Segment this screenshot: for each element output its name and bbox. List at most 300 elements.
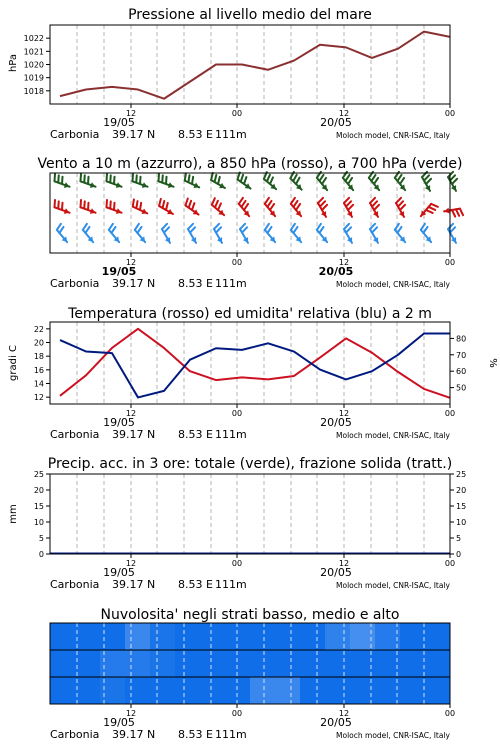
location-name: Carbonia [50, 128, 100, 141]
wind-barb-feather [136, 201, 137, 208]
temperature-time-axis [50, 404, 455, 441]
wind-barb [395, 172, 405, 190]
wind-barb-feather [448, 224, 453, 229]
location-alt: 111m [215, 428, 247, 441]
time-tick-label: 00 [231, 109, 243, 118]
wind-barb-feather [319, 175, 323, 181]
pressure-time-axis [50, 104, 455, 141]
location-name: Carbonia [50, 728, 100, 741]
wind-barb-feather [85, 227, 89, 233]
temperature-y-label: gradi C [8, 345, 19, 381]
wind-barb-feather [162, 175, 163, 182]
wind-barb-feather [320, 201, 325, 206]
cloud-cell [75, 650, 101, 677]
wind-barb [344, 198, 353, 217]
cloud-cell [175, 650, 201, 677]
cloud-cell [250, 677, 276, 704]
wind-barb-feather [240, 224, 245, 229]
pressure-y-ticks [24, 34, 50, 96]
time-tick-label: 00 [444, 109, 456, 118]
wind-barb-feather [215, 175, 217, 182]
wind-barb-feather [190, 227, 195, 232]
wind-barb-feather [162, 224, 167, 229]
wind-barb-feather [166, 203, 168, 210]
wind-barb-feather [84, 175, 85, 182]
wind-barb-feather [244, 177, 246, 184]
model-credit: Moloch model, CNR-ISAC, Italy [336, 131, 450, 140]
wind-barb [240, 224, 248, 243]
wind-barb-feather [80, 200, 81, 207]
wind-barb [106, 200, 121, 214]
precip-y-label: mm [8, 504, 19, 524]
wind-barb-feather [136, 175, 137, 182]
y-tick-label: 10 [456, 518, 467, 527]
temperature-y-ticks [34, 325, 50, 402]
wind-barb-feather [322, 178, 326, 184]
cloud-cell [275, 650, 301, 677]
wind-barb [135, 224, 145, 242]
wind-barb-feather [188, 224, 193, 229]
wind-panel [37, 156, 463, 290]
wind-barb-feather [267, 227, 271, 233]
wind-barb-feather [192, 203, 194, 210]
wind-barb-feather [218, 203, 221, 210]
wind-barb [162, 224, 170, 243]
time-tick-label: 12 [338, 409, 350, 418]
wind-barb-feather [344, 224, 349, 229]
wind-barb-feather [88, 177, 89, 184]
wind-barb [290, 172, 301, 190]
wind-barb-feather [188, 175, 189, 182]
y-tick-label: 20 [456, 486, 467, 495]
y-tick-label: 5 [456, 534, 462, 543]
cloud-time-axis [50, 704, 455, 741]
wind-barb [211, 173, 225, 188]
wind-barb [80, 200, 95, 214]
wind-barb [370, 198, 379, 217]
pressure-frame [50, 25, 450, 104]
wind-barb [109, 224, 119, 242]
y-tick-label: 0 [38, 550, 44, 559]
wind-barb [369, 172, 379, 190]
model-credit: Moloch model, CNR-ISAC, Italy [336, 731, 450, 740]
wind-barb-feather [132, 174, 133, 181]
wind-barb-feather [80, 174, 81, 181]
wind-barb-feather [396, 198, 401, 203]
wind-barb-feather [54, 174, 55, 181]
wind-barb-feather [424, 175, 429, 180]
y-tick-label: 20 [33, 486, 44, 495]
cloud-cell [300, 650, 326, 677]
cloud-cell [75, 677, 101, 704]
wind-barb [291, 224, 301, 242]
wind-barb [54, 174, 69, 188]
wind-barb-feather [242, 227, 247, 232]
wind-barb-feather [346, 201, 351, 206]
wind-barb [83, 224, 93, 242]
wind-barb [132, 174, 147, 188]
wind-barb [396, 198, 405, 217]
wind-barb [188, 224, 196, 243]
time-tick-label: 00 [231, 258, 243, 267]
cloud-cell [250, 623, 276, 650]
time-tick-label: 12 [125, 109, 137, 118]
wind-barb-feather [345, 175, 349, 181]
wind-barb-feather [372, 201, 377, 206]
location-lat: 39.17 N [112, 428, 156, 441]
wind-barb-feather [57, 224, 61, 230]
y-tick-label: 1021 [23, 47, 44, 57]
cloud-cell [225, 623, 251, 650]
wind-barb-feather [265, 224, 269, 230]
wind-barb-feather [140, 203, 141, 210]
wind-title: Vento a 10 m (azzurro), a 850 hPa (rosso), a 700 hPa (verde) [37, 156, 463, 172]
wind-barb [158, 174, 173, 188]
wind-barb-feather [135, 224, 139, 230]
precip-y-ticks-right [450, 470, 466, 559]
wind-barb-feather [137, 227, 141, 233]
temperature-frame [50, 322, 450, 404]
wind-barb-feather [241, 201, 245, 207]
wind-barb-feather [318, 198, 323, 203]
cloud-cell [275, 677, 301, 704]
wind-barb-feather [111, 227, 115, 233]
wind-barb [133, 199, 148, 214]
cloud-cell [175, 623, 201, 650]
y-tick-label: 60 [456, 367, 467, 377]
location-lon: 8.53 E [178, 128, 213, 141]
wind-barb [317, 172, 327, 190]
y-tick-label: 80 [456, 334, 467, 344]
y-tick-label: 15 [456, 502, 467, 511]
model-credit: Moloch model, CNR-ISAC, Italy [336, 280, 450, 289]
location-lat: 39.17 N [112, 578, 156, 591]
wind-barb-feather [54, 200, 55, 207]
time-tick-label: 12 [125, 258, 137, 267]
wind-barb-feather [84, 201, 85, 208]
time-tick-label: 00 [444, 258, 456, 267]
location-alt: 111m [215, 128, 247, 141]
cloud-cell [125, 677, 151, 704]
wind-barb-feather [267, 175, 270, 182]
temperature-panel [8, 306, 498, 441]
cloud-cell [300, 677, 326, 704]
wind-barb-feather [452, 179, 457, 184]
location-alt: 111m [215, 728, 247, 741]
wind-barb-feather [110, 201, 111, 208]
cloud-cell [200, 650, 226, 677]
cloud-cell [425, 677, 451, 704]
y-tick-label: 10 [33, 518, 44, 527]
wind-barb-feather [218, 177, 220, 184]
wind-barb [239, 198, 249, 216]
wind-barb [214, 224, 222, 243]
y-tick-label: 16 [33, 365, 44, 375]
location-lon: 8.53 E [178, 578, 213, 591]
wind-barb-feather [370, 198, 375, 203]
time-tick-label: 12 [125, 409, 137, 418]
cloud-cell [150, 623, 176, 650]
wind-barb-feather [293, 227, 297, 233]
wind-barb-feather [110, 175, 111, 182]
wind-barb-feather [397, 227, 401, 233]
cloud-cell [300, 623, 326, 650]
wind-barb-feather [62, 203, 63, 210]
cloud-cell [350, 677, 376, 704]
wind-barb-feather [348, 178, 352, 184]
y-tick-label: 18 [33, 352, 44, 362]
date-label: 20/05 [318, 265, 354, 278]
y-tick-label: 1022 [23, 34, 44, 44]
pressure-y-label: hPa [8, 53, 19, 73]
y-tick-label: 12 [33, 393, 44, 403]
wind-barb-feather [344, 198, 349, 203]
date-label: 19/05 [103, 116, 135, 129]
date-label: 19/05 [103, 716, 135, 729]
cloud-cell [400, 677, 426, 704]
pressure-grid [77, 25, 424, 104]
wind-barb [212, 198, 224, 215]
cloud-cell [325, 623, 351, 650]
y-tick-label: 20 [33, 338, 44, 348]
wind-barb [444, 208, 463, 217]
wind-barb-feather [185, 173, 186, 180]
pressure-series [60, 32, 450, 99]
wind-barb [264, 172, 276, 189]
wind-barb-feather [293, 201, 297, 207]
precip-frame [50, 474, 450, 554]
wind-barb-feather [429, 207, 436, 210]
time-tick-label: 00 [444, 409, 456, 418]
cloud-cells [50, 623, 451, 704]
wind-barb-feather [185, 199, 187, 206]
location-name: Carbonia [50, 428, 100, 441]
wind-barb-feather [456, 209, 459, 216]
wind-barb [395, 224, 405, 242]
cloud-cell [250, 650, 276, 677]
time-tick-label: 00 [444, 559, 456, 568]
wind-barb-feather [62, 177, 63, 184]
location-name: Carbonia [50, 578, 100, 591]
wind-barb-feather [319, 227, 323, 233]
model-credit: Moloch model, CNR-ISAC, Italy [336, 581, 450, 590]
wind-barb-feather [460, 209, 463, 216]
y-tick-label: 50 [456, 383, 467, 393]
location-lon: 8.53 E [178, 277, 213, 290]
wind-barb-feather [421, 224, 425, 230]
wind-barb-feather [398, 201, 403, 206]
time-tick-label: 12 [125, 559, 137, 568]
wind-barb-feather [348, 205, 353, 210]
wind-barb-feather [293, 175, 297, 181]
humidity-y-ticks [450, 334, 466, 392]
wind-barb [80, 174, 95, 188]
wind-barb [265, 198, 275, 216]
wind-barb-feather [106, 200, 107, 207]
time-tick-label: 12 [338, 709, 350, 718]
location-alt: 111m [215, 277, 247, 290]
y-tick-label: 25 [456, 470, 467, 479]
wind-barb [237, 173, 250, 189]
wind-barb [422, 172, 431, 191]
cloud-cell [275, 623, 301, 650]
wind-barb-feather [296, 204, 300, 210]
time-tick-label: 00 [444, 709, 456, 718]
wind-barb-feather [239, 198, 243, 204]
cloud-cell [325, 650, 351, 677]
wind-barb-feather [241, 175, 243, 182]
y-tick-label: 1019 [23, 73, 44, 83]
cloud-cell [75, 623, 101, 650]
precip-panel [8, 456, 466, 591]
wind-barb-feather [397, 175, 401, 181]
cloud-cell [125, 623, 151, 650]
wind-barb-feather [346, 227, 351, 232]
time-tick-label: 00 [231, 409, 243, 418]
wind-barb-feather [216, 227, 221, 232]
time-tick-label: 12 [338, 559, 350, 568]
cloud-cell [150, 677, 176, 704]
cloud-cell [400, 650, 426, 677]
wind-barb-feather [106, 174, 107, 181]
date-label: 19/05 [103, 566, 135, 579]
wind-barb-feather [237, 173, 239, 180]
cloud-title: Nuvolosita' negli strati basso, medio e alto [100, 607, 400, 623]
wind-barb-feather [189, 201, 191, 208]
wind-barb-feather [214, 224, 219, 229]
pressure-panel [8, 7, 455, 141]
wind-barb [265, 224, 275, 242]
wind-barb-feather [291, 198, 295, 204]
wind-barb [54, 200, 69, 214]
cloud-cell [50, 623, 76, 650]
wind-barb-feather [426, 179, 431, 184]
time-tick-label: 12 [338, 258, 350, 267]
wind-barb-feather [212, 198, 215, 205]
wind-barb [185, 173, 200, 188]
wind-barb-feather [400, 205, 405, 210]
location-lat: 39.17 N [112, 128, 156, 141]
cloud-panel [50, 607, 455, 741]
date-label: 20/05 [320, 716, 352, 729]
y-tick-label: 1018 [23, 86, 44, 96]
wind-barb-feather [296, 178, 300, 184]
date-label: 20/05 [320, 116, 352, 129]
wind-barb-feather [215, 201, 218, 208]
y-tick-label: 25 [33, 470, 44, 479]
cloud-cell [50, 677, 76, 704]
y-tick-label: 1020 [23, 60, 44, 70]
wind-barb-feather [450, 227, 455, 232]
wind-barb [291, 198, 301, 216]
date-label: 19/05 [101, 265, 137, 278]
date-label: 20/05 [320, 566, 352, 579]
wind-barb [106, 174, 121, 188]
wind-time-axis [50, 253, 455, 290]
y-tick-label: 22 [33, 324, 44, 334]
cloud-cell [150, 650, 176, 677]
location-lat: 39.17 N [112, 277, 156, 290]
cloud-cell [225, 650, 251, 677]
cloud-cell [125, 650, 151, 677]
cloud-cell [425, 623, 451, 650]
wind-barb-feather [400, 178, 404, 184]
time-tick-label: 12 [125, 709, 137, 718]
location-lon: 8.53 E [178, 428, 213, 441]
location-name: Carbonia [50, 277, 100, 290]
wind-barb [317, 224, 327, 242]
wind-barb-feather [426, 210, 433, 213]
cloud-cell [425, 650, 451, 677]
cloud-cell [175, 677, 201, 704]
cloud-cell [400, 623, 426, 650]
y-tick-label: 14 [33, 379, 44, 389]
wind-frame [50, 173, 450, 253]
temperature-series [60, 329, 450, 398]
wind-barb-feather [158, 174, 159, 181]
wind-barb-feather [374, 178, 378, 184]
y-tick-label: 70 [456, 350, 467, 360]
location-lon: 8.53 E [178, 728, 213, 741]
time-tick-label: 00 [231, 559, 243, 568]
wind-barb-feather [322, 205, 327, 210]
wind-barb [185, 199, 198, 215]
wind-barbs [54, 172, 463, 243]
time-tick-label: 00 [231, 709, 243, 718]
wind-barb-feather [192, 177, 193, 184]
wind-barb [370, 224, 378, 243]
wind-barb [448, 172, 457, 191]
wind-barb-feather [140, 177, 141, 184]
date-label: 19/05 [103, 416, 135, 429]
wind-barb [159, 199, 173, 214]
wind-barb [421, 204, 438, 216]
precip-grid [77, 474, 424, 554]
wind-barb-feather [159, 199, 161, 206]
wind-barb-feather [83, 224, 87, 230]
model-credit: Moloch model, CNR-ISAC, Italy [336, 431, 450, 440]
cloud-cell [200, 623, 226, 650]
wind-barb-feather [244, 204, 248, 210]
location-lat: 39.17 N [112, 728, 156, 741]
location-alt: 111m [215, 578, 247, 591]
wind-barb-feather [109, 224, 113, 230]
precip-title: Precip. acc. in 3 ore: totale (verde), frazione solida (tratt.) [47, 456, 453, 472]
wind-barb-feather [270, 204, 274, 210]
wind-barb-feather [267, 201, 271, 207]
wind-barb-feather [450, 175, 455, 180]
wind-barb [448, 224, 456, 243]
wind-barb-feather [166, 177, 167, 184]
wind-barb [421, 224, 431, 242]
wind-barb-feather [58, 175, 59, 182]
wind-barb-feather [372, 227, 377, 232]
wind-barb [344, 224, 352, 243]
wind-barb [57, 224, 67, 242]
cloud-cell [200, 677, 226, 704]
wind-barb-feather [114, 203, 115, 210]
cloud-cell [325, 677, 351, 704]
y-tick-label: 0 [456, 550, 462, 559]
wind-barb-feather [114, 177, 115, 184]
y-tick-label: 15 [33, 502, 44, 511]
cloud-cell [50, 650, 76, 677]
wind-barb-feather [371, 175, 375, 181]
wind-barb-feather [133, 199, 134, 206]
wind-barb-feather [58, 201, 59, 208]
wind-barb-feather [163, 201, 165, 208]
wind-barb-feather [374, 205, 379, 210]
